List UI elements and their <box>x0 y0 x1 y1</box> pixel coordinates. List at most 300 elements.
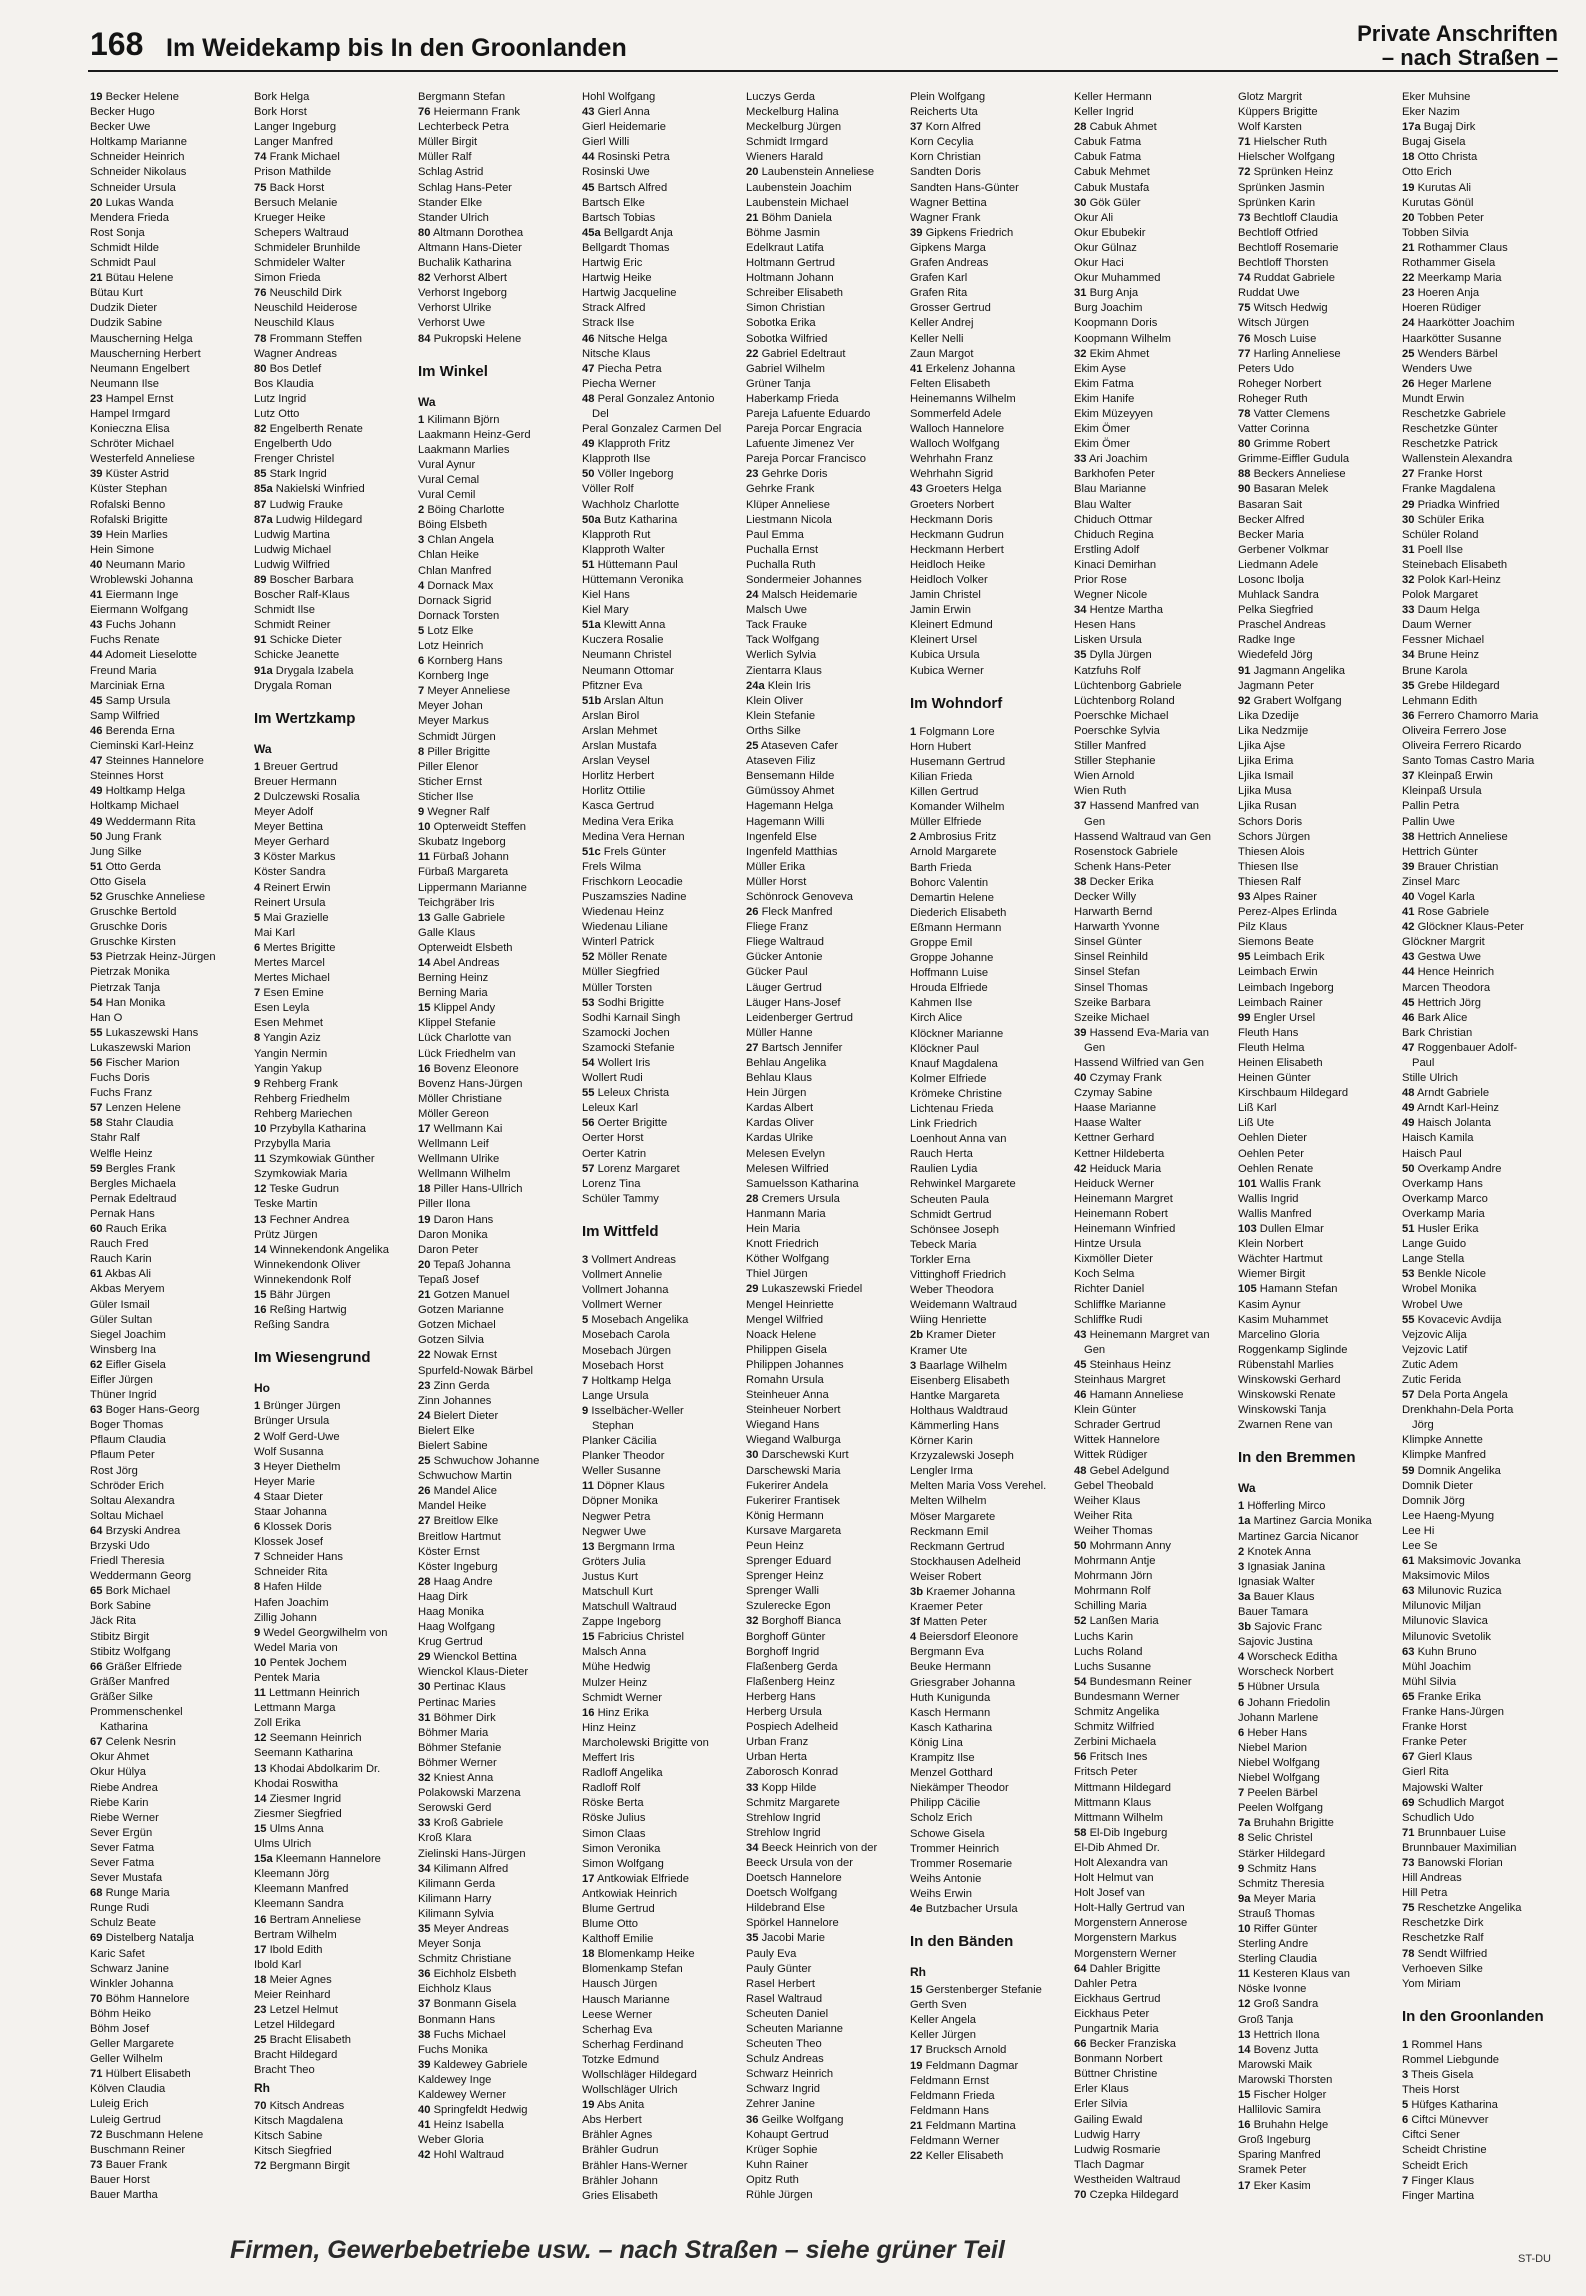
resident-name: Chiduch Ottmar <box>1074 513 1153 526</box>
resident-name: Blomenkamp Stefan <box>582 1963 683 1976</box>
resident-name: Killen Gertrud <box>910 786 979 799</box>
directory-entry <box>746 935 904 950</box>
street-heading: Im Wohndorf <box>910 694 1003 712</box>
directory-entry <box>1238 1786 1396 1801</box>
directory-entry <box>1074 105 1232 120</box>
directory-entry <box>1238 196 1396 211</box>
house-number: 6 <box>254 1521 261 1534</box>
directory-entry <box>746 1056 904 1071</box>
directory-entry <box>1238 965 1396 980</box>
directory-entry <box>254 926 412 941</box>
resident-name: Borghoff Günter <box>746 1630 826 1643</box>
resident-name: Kornberg Inge <box>418 670 489 683</box>
directory-entry <box>1074 1298 1232 1313</box>
resident-name: Leidenberger Gertrud <box>746 1011 853 1024</box>
resident-name: Jacobi Marie <box>761 1932 825 1945</box>
resident-name: Ludwig Michael <box>254 543 332 556</box>
resident-name: Lück Charlotte van <box>418 1032 512 1045</box>
resident-name: Holtmann Johann <box>746 272 834 285</box>
directory-entry <box>910 1872 1068 1887</box>
resident-name: Burg Anja <box>1089 287 1139 300</box>
directory-entry <box>1074 2007 1232 2022</box>
directory-entry <box>582 1298 740 1313</box>
directory-entry <box>1238 2043 1396 2058</box>
resident-name: Winterl Patrick <box>582 936 655 949</box>
directory-entry <box>910 1585 1068 1600</box>
directory-entry <box>90 1962 248 1977</box>
resident-name: Mosebach Jürgen <box>582 1344 671 1357</box>
resident-name: Meyer Bettina <box>254 821 324 834</box>
directory-entry <box>1402 1539 1560 1554</box>
directory-entry <box>418 971 576 986</box>
resident-name: Breitlow Hartmut <box>418 1530 501 1543</box>
resident-name: Winskowski Renate <box>1238 1389 1336 1402</box>
house-number: 70 <box>1074 2189 1087 2202</box>
resident-name: Mühe Hedwig <box>582 1661 651 1674</box>
directory-entry <box>1402 784 1560 799</box>
directory-entry <box>746 1826 904 1841</box>
directory-entry <box>1402 1509 1560 1524</box>
directory-entry <box>746 1252 904 1267</box>
resident-name: Mittmann Hildegard <box>1074 1781 1172 1794</box>
directory-entry <box>1074 1539 1232 1554</box>
directory-entry <box>1074 1811 1232 1826</box>
directory-entry <box>582 664 740 679</box>
resident-name: Eker Muhsine <box>1402 91 1471 103</box>
house-number: 33 <box>418 1817 431 1830</box>
directory-entry <box>254 422 412 437</box>
directory-entry <box>582 256 740 271</box>
directory-entry <box>1074 211 1232 226</box>
resident-name: Doetsch Wolfgang <box>746 1887 838 1900</box>
directory-entry <box>418 684 576 699</box>
street-heading: Im Winkel <box>418 362 488 380</box>
resident-name: Winkler Johanna <box>90 1977 174 1990</box>
directory-entry <box>254 90 412 105</box>
resident-name: Ljika Ismail <box>1238 770 1294 783</box>
directory-entry <box>1402 860 1560 875</box>
resident-name: Baarlage Wilhelm <box>919 1359 1008 1372</box>
directory-entry <box>418 1122 576 1137</box>
directory-entry <box>910 951 1068 966</box>
directory-entry <box>1402 2113 1560 2128</box>
house-number: 3 <box>582 1253 589 1266</box>
directory-entry <box>1238 664 1396 679</box>
directory-entry <box>1074 1584 1232 1599</box>
directory-entry <box>90 558 248 573</box>
resident-name: Wegner Ralf <box>427 806 490 819</box>
resident-name: Ignasiak Janina <box>1247 1560 1326 1573</box>
resident-name: Gierl Anna <box>597 106 650 119</box>
directory-entry <box>90 392 248 407</box>
resident-name: Worscheck Norbert <box>1238 1666 1334 1679</box>
resident-name: Marcholewski Brigitte von <box>582 1736 709 1749</box>
resident-name: Dornack Sigrid <box>418 594 492 607</box>
resident-name: Röske Berta <box>582 1797 644 1810</box>
resident-name: Siegel Joachim <box>90 1328 166 1341</box>
directory-entry <box>1238 2073 1396 2088</box>
directory-entry <box>1402 1298 1560 1313</box>
resident-name: Milunovic Ruzica <box>1417 1585 1502 1598</box>
directory-entry <box>1238 2103 1396 2118</box>
directory-entry <box>90 830 248 845</box>
street-heading: Im Wittfeld <box>582 1222 659 1240</box>
directory-entry <box>582 196 740 211</box>
resident-name: Höfferling Mirco <box>1247 1500 1326 1513</box>
directory-entry <box>582 754 740 769</box>
directory-entry <box>582 694 740 709</box>
directory-entry <box>910 770 1068 785</box>
resident-name: Melesen Evelyn <box>746 1147 825 1160</box>
resident-name: Heiermann Frank <box>433 106 520 119</box>
resident-name: Schüler Tammy <box>582 1192 659 1205</box>
resident-name: Ferrero Chamorro Maria <box>1417 709 1539 722</box>
directory-entry <box>1402 165 1560 180</box>
house-number: 99 <box>1238 1011 1251 1024</box>
directory-entry <box>1402 1011 1560 1026</box>
resident-name: Krömeke Christine <box>910 1087 1003 1100</box>
resident-name: Pernak Hans <box>90 1207 155 1220</box>
directory-entry <box>1238 467 1396 482</box>
directory-column <box>1238 90 1396 2220</box>
directory-entry <box>254 2048 412 2063</box>
resident-name: Beiersdorf Eleonore <box>919 1631 1019 1644</box>
resident-name: Beeck Ursula von der <box>746 1856 853 1869</box>
resident-name: Ludwig Harry <box>1074 2128 1140 2141</box>
resident-name: Szeike Michael <box>1074 1011 1150 1024</box>
house-number: 10 <box>254 1123 267 1135</box>
directory-entry <box>254 1792 412 1807</box>
resident-name: Hartwig Heike <box>582 272 652 285</box>
directory-entry <box>254 1445 412 1460</box>
resident-name: Gröters Julia <box>582 1555 646 1568</box>
resident-name: Winskowski Gerhard <box>1238 1373 1341 1386</box>
house-number: 1 <box>418 413 425 426</box>
house-number: 72 <box>90 2128 103 2141</box>
directory-entry <box>1238 407 1396 422</box>
directory-entry <box>1074 1403 1232 1418</box>
directory-entry <box>90 1841 248 1856</box>
directory-entry <box>1402 211 1560 226</box>
directory-entry <box>1402 1494 1560 1509</box>
directory-entry <box>1402 875 1560 890</box>
resident-name: Laubenstein Joachim <box>746 181 852 194</box>
directory-entry <box>910 1147 1068 1162</box>
directory-entry <box>1402 1086 1560 1101</box>
directory-entry <box>582 981 740 996</box>
directory-entry <box>582 1177 740 1192</box>
resident-name: Läuger Gertrud <box>746 981 822 994</box>
resident-name: Gries Elisabeth <box>582 2189 658 2202</box>
resident-name: Matschull Kurt <box>582 1586 653 1598</box>
resident-name: Poell Ilse <box>1417 543 1463 556</box>
directory-entry <box>418 301 576 316</box>
directory-entry <box>746 165 904 180</box>
resident-name: Eisenberg Elisabeth <box>910 1374 1010 1387</box>
resident-name: Kilimann Sylvia <box>418 1907 494 1920</box>
directory-entry <box>746 1856 904 1871</box>
directory-entry <box>746 2188 904 2203</box>
directory-entry <box>746 1645 904 1660</box>
resident-name: Gabriel Wilhelm <box>746 362 825 375</box>
directory-entry <box>90 1584 248 1599</box>
resident-name: Bruhahn Brigitte <box>1253 1817 1334 1830</box>
directory-entry <box>910 1102 1068 1117</box>
directory-entry <box>90 1177 248 1192</box>
house-number: 25 <box>418 1455 431 1468</box>
resident-name: Grafen Rita <box>910 287 968 300</box>
resident-name: Loenhout Anna van <box>910 1133 1007 1146</box>
house-number: 9 <box>254 1626 261 1639</box>
resident-name: Strack Ilse <box>582 317 635 330</box>
resident-name: Katharina <box>100 1721 148 1734</box>
directory-entry <box>90 1539 248 1554</box>
directory-entry <box>1238 920 1396 935</box>
directory-entry <box>1238 1177 1396 1192</box>
directory-entry <box>1402 241 1560 256</box>
house-number: 3b <box>910 1586 924 1598</box>
resident-name: Prommenschenkel <box>90 1706 183 1719</box>
house-number: 43 <box>910 483 923 496</box>
resident-name: Luchs Susanne <box>1074 1660 1152 1673</box>
resident-name: Gotzen Silvia <box>418 1334 484 1347</box>
house-number: 56 <box>90 1057 103 1069</box>
resident-name: Sprenger Heinz <box>746 1570 824 1583</box>
house-number: 16 <box>582 1706 595 1719</box>
directory-entry <box>418 1816 576 1831</box>
resident-name: Heidloch Heike <box>910 558 986 571</box>
resident-name: Schmitz Angelika <box>1074 1706 1160 1719</box>
resident-name: Westheiden Waltraud <box>1074 2173 1181 2186</box>
house-number: 18 <box>582 1948 595 1961</box>
resident-name: Niebel Marion <box>1238 1741 1308 1754</box>
directory-entry <box>746 1690 904 1705</box>
resident-name: Antkowiak Elfriede <box>596 1872 689 1885</box>
directory-entry <box>746 1071 904 1086</box>
house-number: 14 <box>254 1792 267 1805</box>
directory-entry <box>1238 2088 1396 2103</box>
directory-entry <box>254 1197 412 1212</box>
directory-entry <box>1238 603 1396 618</box>
directory-entry <box>1238 498 1396 513</box>
directory-entry <box>418 1741 576 1756</box>
directory-entry <box>254 2099 412 2114</box>
resident-name: Schröter Michael <box>90 438 174 451</box>
resident-name: Ekim Ahmet <box>1089 347 1150 360</box>
directory-entry <box>90 1448 248 1463</box>
directory-entry <box>1238 181 1396 196</box>
resident-name: Bork Michael <box>105 1585 171 1598</box>
resident-name: Hanmann Maria <box>746 1207 826 1220</box>
directory-entry <box>582 1041 740 1056</box>
resident-name: Völler Rolf <box>582 483 634 496</box>
house-number: 30 <box>746 1449 759 1462</box>
resident-name: Blume Gertrud <box>582 1902 655 1915</box>
house-number: 44 <box>90 649 103 662</box>
directory-entry <box>1402 271 1560 286</box>
directory-entry <box>1074 2143 1232 2158</box>
resident-name: Korn Cecylia <box>910 136 974 149</box>
house-number: 12 <box>254 1732 267 1745</box>
directory-entry <box>1402 845 1560 860</box>
directory-entry <box>1402 1645 1560 1660</box>
resident-name: Darschewski Kurt <box>761 1449 849 1462</box>
directory-entry <box>1238 558 1396 573</box>
house-number: 46 <box>1074 1389 1087 1402</box>
directory-entry <box>254 2114 412 2129</box>
directory-entry <box>746 543 904 558</box>
directory-entry <box>418 1726 576 1741</box>
resident-name: Müller Hanne <box>746 1026 813 1039</box>
directory-entry <box>910 755 1068 770</box>
resident-name: Gücker Paul <box>746 966 808 979</box>
directory-entry <box>1074 2158 1232 2173</box>
directory-entry <box>1074 815 1232 830</box>
resident-name: Gailing Ewald <box>1074 2113 1143 2126</box>
resident-name: Brähler Gudrun <box>582 2144 659 2157</box>
resident-name: Thiesen Ilse <box>1238 860 1299 873</box>
resident-name: Weiher Klaus <box>1074 1494 1141 1507</box>
directory-entry <box>582 830 740 845</box>
directory-entry <box>582 2068 740 2083</box>
resident-name: Bundesmann Werner <box>1074 1690 1180 1703</box>
resident-name: Wiegand Hans <box>746 1419 820 1432</box>
resident-name: Klapproth Rut <box>582 528 651 541</box>
house-number: 39 <box>910 226 923 239</box>
directory-entry <box>746 482 904 497</box>
resident-name: Beeck Heinrich von der <box>761 1841 878 1854</box>
resident-name: Erler Silvia <box>1074 2098 1128 2111</box>
resident-name: Schmitz Hans <box>1247 1862 1317 1875</box>
directory-entry <box>1238 1192 1396 1207</box>
resident-name: Overkamp Hans <box>1402 1177 1483 1190</box>
directory-entry <box>1238 482 1396 497</box>
directory-entry <box>910 437 1068 452</box>
resident-name: Oehlen Dieter <box>1238 1132 1308 1145</box>
house-number: 31 <box>418 1711 431 1724</box>
directory-entry <box>910 1177 1068 1192</box>
resident-name: Doetsch Hannelore <box>746 1872 842 1885</box>
house-number: 51b <box>582 694 602 707</box>
directory-entry <box>582 1283 740 1298</box>
resident-name: Mohrmann Jörn <box>1074 1570 1153 1583</box>
house-number: 3 <box>254 1460 261 1473</box>
house-number: 9 <box>582 1404 589 1417</box>
resident-name: Schönrock Genoveva <box>746 890 853 903</box>
house-number: 13 <box>254 1762 267 1775</box>
resident-name: Weihs Erwin <box>910 1887 972 1900</box>
resident-name: Eickhaus Gertrud <box>1074 1992 1161 2005</box>
directory-entry <box>90 1101 248 1116</box>
house-number: 39 <box>1402 860 1415 873</box>
resident-name: Kuhn Bruno <box>1417 1645 1477 1658</box>
resident-name: Möser Margarete <box>910 1510 996 1523</box>
resident-name: Küster Astrid <box>105 468 169 481</box>
resident-name: Zientarra Klaus <box>746 664 822 677</box>
house-number: 39 <box>1074 1026 1087 1039</box>
resident-name: Demartin Helene <box>910 891 994 904</box>
directory-entry <box>90 347 248 362</box>
resident-name: Kölven Claudia <box>90 2083 166 2096</box>
directory-entry <box>910 1223 1068 1238</box>
directory-entry <box>582 332 740 347</box>
resident-name: Grimme-Eiffler Gudula <box>1238 453 1350 466</box>
resident-name: Medina Vera Hernan <box>582 830 685 843</box>
directory-entry <box>90 724 248 739</box>
house-number: 11 <box>418 851 430 864</box>
house-number: 22 <box>746 347 759 360</box>
resident-name: Daron Hans <box>433 1213 494 1226</box>
directory-entry <box>1402 256 1560 271</box>
resident-name: Erler Klaus <box>1074 2083 1129 2096</box>
resident-name: Gipkens Friedrich <box>925 226 1014 239</box>
resident-name: Luchs Karin <box>1074 1630 1134 1643</box>
resident-name: Weiser Robert <box>910 1570 982 1583</box>
directory-entry <box>254 528 412 543</box>
house-number: 8 <box>1238 1832 1245 1845</box>
resident-name: Paul Emma <box>746 528 804 541</box>
resident-name: Krueger Heike <box>254 211 326 224</box>
directory-entry <box>1238 1207 1396 1222</box>
resident-name: Keller Ingrid <box>1074 106 1134 119</box>
resident-name: Finger Klaus <box>1411 2174 1475 2187</box>
resident-name: Schmidt Ilse <box>254 604 315 617</box>
directory-entry <box>1402 618 1560 633</box>
directory-entry <box>1238 1726 1396 1741</box>
directory-entry <box>746 754 904 769</box>
house-number: 65 <box>90 1585 103 1598</box>
directory-entry <box>418 1454 576 1469</box>
house-number: 49 <box>582 438 595 451</box>
resident-name: Leese Werner <box>582 2008 653 2021</box>
resident-name: Poerschke Sylvia <box>1074 724 1160 737</box>
directory-entry <box>1402 996 1560 1011</box>
resident-name: Rehberg Frank <box>263 1077 338 1090</box>
resident-name: Johann Friedolin <box>1247 1696 1331 1709</box>
resident-name: Bartsch Elke <box>582 196 645 209</box>
resident-name: Schulz Andreas <box>746 2053 824 2066</box>
directory-entry <box>582 709 740 724</box>
resident-name: Breuer Hermann <box>254 775 337 788</box>
resident-name: Hampel Ernst <box>105 392 174 405</box>
directory-entry <box>90 241 248 256</box>
resident-name: Liß Ute <box>1238 1117 1275 1130</box>
directory-entry <box>1402 286 1560 301</box>
resident-name: Oliveira Ferrero Ricardo <box>1402 740 1522 753</box>
resident-name: Bark Alice <box>1417 1011 1468 1024</box>
resident-name: Arslan Mustafa <box>582 740 657 753</box>
house-number: 71 <box>90 2068 103 2081</box>
resident-name: Bertram Wilhelm <box>254 1928 337 1941</box>
directory-entry <box>582 362 740 377</box>
resident-name: Rühle Jürgen <box>746 2189 813 2202</box>
resident-name: Hettrich Ilona <box>1253 2028 1320 2041</box>
resident-name: Sodhi Karnail Singh <box>582 1011 681 1024</box>
resident-name: Hielscher Ruth <box>1253 136 1327 149</box>
directory-entry <box>582 241 740 256</box>
resident-name: Zielinski Hans-Jürgen <box>418 1847 526 1860</box>
directory-entry <box>90 2173 248 2188</box>
house-number: 9 <box>1238 1862 1245 1875</box>
directory-entry <box>1238 392 1396 407</box>
directory-entry <box>418 1062 576 1077</box>
directory-entry <box>746 181 904 196</box>
resident-name: Jörg <box>1412 1419 1434 1432</box>
house-number: 66 <box>1074 2038 1087 2051</box>
resident-name: Neumann Mario <box>105 558 186 571</box>
resident-name: Lengler Irma <box>910 1465 973 1478</box>
resident-name: Overkamp Andre <box>1417 1162 1502 1175</box>
